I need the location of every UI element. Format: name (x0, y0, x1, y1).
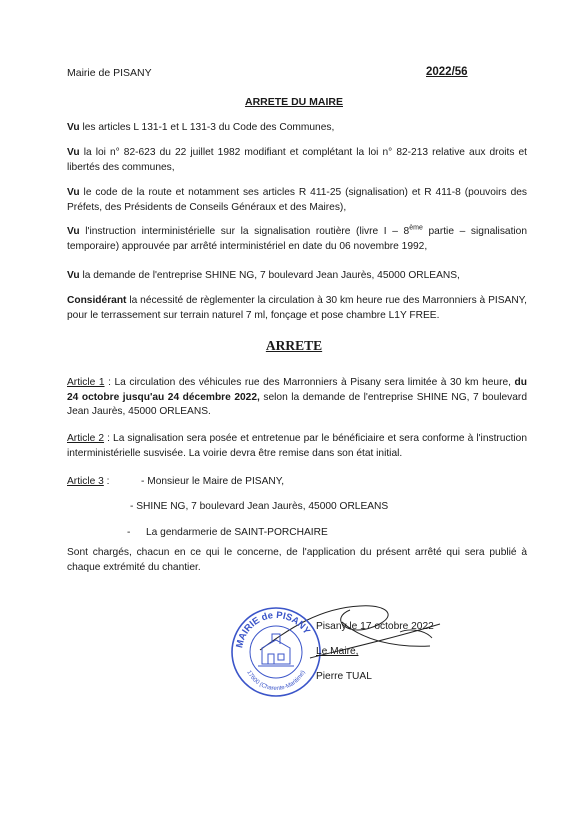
article-label: Article 2 (67, 433, 105, 444)
stamp-ring-text: MAIRIE de PISANY (234, 609, 313, 649)
considerant-lead: Vu (67, 270, 80, 281)
considerant-text: la nécessité de règlementer la circulation à 30 km heure rue des Marronniers à PISANY, pour le terrassement sur terrain naturel 7 ml, fonçage et pose chambre L1Y FREE. (67, 295, 527, 321)
considerant-text: le code de la route et notamment ses articles R 411-25 (signalisation) et R 411-8 (pouvoirs des Préfets, des Présidents de Conseils Généraux et des Maires), (67, 187, 527, 213)
considerant-text: la loi n° 82-623 du 22 juillet 1982 modifiant et complétant la loi n° 82-213 relative aux droits et libertés des communes, (67, 147, 527, 173)
stamp-bottom-text: 17600 (Charente-Maritime) (245, 669, 307, 693)
considerant-1 (67, 121, 527, 136)
article-2 (67, 432, 527, 461)
svg-text:17600 (Charente-Maritime) (245, 670, 306, 692)
considerant-3 (67, 186, 527, 215)
mairie-stamp (228, 602, 324, 698)
considerant-lead: Vu (67, 122, 80, 133)
considerant-lead: Vu (67, 226, 80, 237)
recipient-3-dash: - (127, 527, 131, 538)
recipient-3: La gendarmerie de SAINT-PORCHAIRE (146, 527, 328, 538)
article-text-cont: selon la demande de l'entreprise SHINE NG, 7 boulevard Jean Jaurès, 45000 ORLEANS. (67, 391, 527, 417)
superscript: ème (409, 224, 423, 232)
article-label: Article 3 (67, 476, 104, 487)
signature-name: Pierre TUAL (316, 671, 372, 682)
considerant-4 (67, 225, 527, 254)
arrete-reference: 2022/56 (426, 66, 468, 78)
article-dates: du 24 octobre jusqu'au 24 décembre 2022, (67, 377, 527, 403)
considerant-text: les articles L 131-1 et L 131-3 du Code des Communes, (79, 122, 335, 133)
mairie-name: Mairie de PISANY (67, 67, 152, 79)
considerant-lead: Considérant (67, 295, 127, 306)
considerant-5 (67, 269, 527, 284)
recipient-2: - SHINE NG, 7 boulevard Jean Jaurès, 45000 ORLEANS (130, 501, 389, 512)
considerant-2 (67, 146, 527, 175)
considerant-lead: Vu (67, 187, 80, 198)
article-text: : La signalisation sera posée et entretenue par le bénéficiaire et sera conforme à l'instruction interministérielle susvisée. La voirie devra être remise dans son état initial. (67, 433, 527, 459)
considerant-text-cont: partie – signalisation temporaire) approuvée par arrêté interministériel en date du 06 novembre 1992, (67, 226, 528, 252)
considerant-lead: Vu (67, 147, 80, 158)
closing-paragraph: Sont chargés, chacun en ce qui le concerne, de l'application du présent arrêté qui sera publié à chaque extrémité du chantier. (67, 547, 527, 573)
arrete-heading: ARRETE (265, 338, 323, 353)
signature-role: Le Maire, (316, 646, 359, 657)
article-colon: : (103, 476, 110, 487)
considerant-text: la demande de l'entreprise SHINE NG, 7 boulevard Jean Jaurès, 45000 ORLEANS, (79, 270, 460, 281)
document-title: ARRETE DU MAIRE (244, 96, 343, 108)
article-1 (67, 376, 527, 420)
recipient-1: - Monsieur le Maire de PISANY, (141, 476, 285, 487)
signature-place-date: Pisany le 17 octobre 2022 (316, 621, 434, 632)
article-label: Article 1 (67, 377, 105, 388)
article-text: : La circulation des véhicules rue des Marronniers à Pisany sera limitée à 30 km heure, (104, 377, 515, 388)
considerant-text: l'instruction interministérielle sur la signalisation routière (livre I – 8 (79, 226, 410, 237)
article-3-label (67, 475, 109, 490)
considerant-6 (67, 294, 527, 323)
